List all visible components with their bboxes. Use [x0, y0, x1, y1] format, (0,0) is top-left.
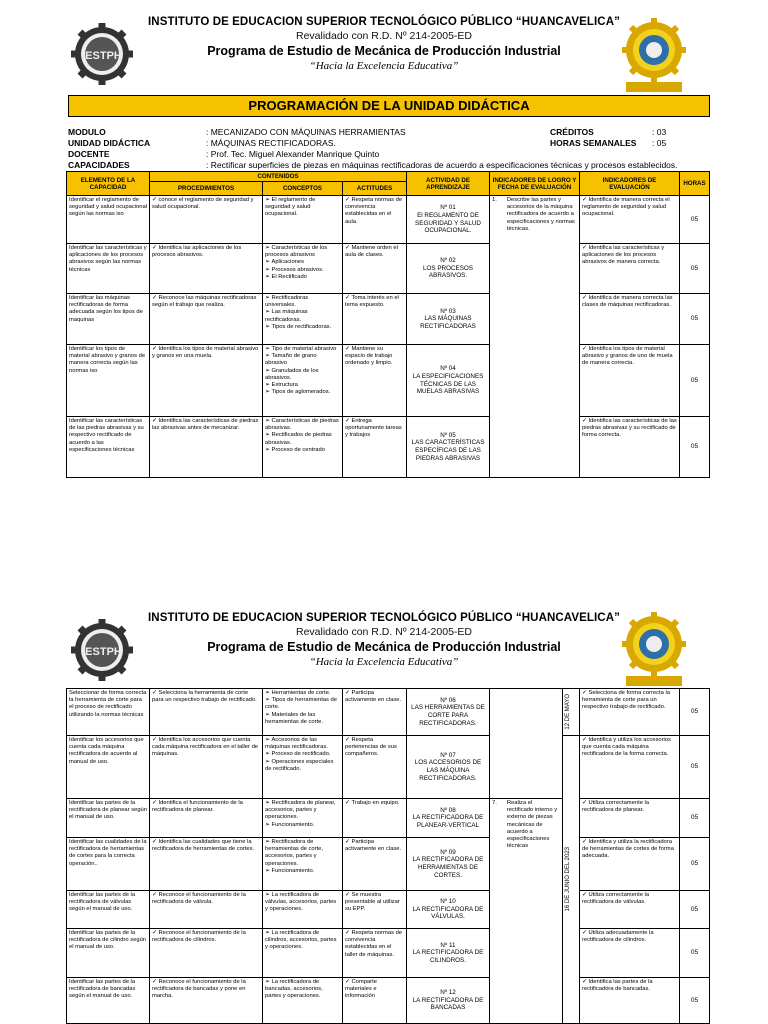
concepto-item: ➢ Funcionamiento. [265, 868, 340, 875]
docente-value: : Prof. Tec. Miguel Alexander Manrique Quinto [206, 149, 380, 159]
cell-actitud [343, 891, 407, 929]
actividad-line: LOS PROCESOS ABRASIVOS. [422, 264, 474, 280]
cell-indicador-logro-empty [490, 689, 563, 799]
table-row [67, 417, 710, 478]
logro-wrap [492, 197, 577, 233]
cell-horas: 05 [680, 929, 710, 978]
cell-conceptos [263, 891, 343, 929]
header-procedimientos: PROCEDIMIENTOS [150, 182, 263, 196]
evaluacion-text: ✓ Utiliza correctamente la rectificadora de válvulas. [582, 892, 649, 905]
institute-name: INSTITUTO DE EDUCACION SUPERIOR TECNOLÓGICO PÚBLICO “HUANCAVELICA” [148, 16, 620, 28]
svg-text:IESTPH: IESTPH [82, 646, 122, 658]
cell-actitud [343, 689, 407, 736]
actividad-line: LA RECTIFICADORA DE VÁLVULAS. [412, 905, 484, 921]
cell-actividad [407, 929, 490, 978]
cell-conceptos [263, 294, 343, 345]
actividad-line: El REGLAMENTO DE SEGURIDAD Y SALUD OCUPACIONAL. [415, 211, 481, 235]
table-row [67, 891, 710, 929]
concepto-item: ➢ Rectificadoras universales. [265, 295, 340, 309]
cell-actividad [407, 736, 490, 799]
procedimiento-text: ✓ Identifica las características de piedras las abrasivas antes de mecanizar. [152, 418, 258, 431]
actitud-text: ✓ Respeta pertenencias de sus compañeros. [345, 737, 397, 757]
cell-actividad [407, 799, 490, 838]
cell-actividad [407, 345, 490, 417]
actitud-text: ✓ Comparte materiales e información [345, 979, 377, 999]
actitud-text: ✓ Mantiene orden el aula de clases. [345, 245, 398, 258]
cell-evaluacion [580, 294, 680, 345]
evaluacion-text: ✓ Identifica de manera correcta el reglamento de seguridad y salud ocupacional. [582, 197, 670, 217]
cell-actividad [407, 891, 490, 929]
table-row [67, 196, 710, 244]
cell-actividad [407, 838, 490, 891]
program-gear-logo-p2 [618, 612, 690, 690]
cell-procedimiento [150, 929, 263, 978]
cell-actividad [407, 978, 490, 1024]
actividad-line: Nº 05 [440, 431, 456, 439]
document-title: PROGRAMACIÓN DE LA UNIDAD DIDÁCTICA [68, 95, 710, 117]
logro-number: 7. [492, 800, 497, 806]
unidad-label: UNIDAD DIDÁCTICA [68, 138, 151, 148]
date-2-text: 16 DE JUNIO DEL 2023 [565, 847, 571, 912]
concepto-item: ➢ Las máquinas rectificadoras. [265, 309, 340, 323]
cell-horas: 05 [680, 244, 710, 294]
concepto-item: ➢ Rectificados de piedras abrasivas. [265, 432, 340, 446]
cell-date-2 [563, 736, 580, 1024]
header-contenidos: CONTENIDOS [150, 172, 407, 182]
cell-evaluacion [580, 196, 680, 244]
evaluacion-text: ✓ Identifica los tipos de material abrasivo y granos de uno de muela de manera correcta. [582, 346, 673, 366]
evaluacion-text: ✓ Identifica las características y aplicaciones de los procesos abrasivos de manera correcta. [582, 245, 664, 265]
actividad-line: Nº 11 [440, 941, 456, 949]
logro-text: Realiza el rectificado interno y externo de piezas mecánicas de acuerdo a especificaciones técnicas [506, 800, 558, 850]
table-row [67, 799, 710, 838]
cell-actividad [407, 689, 490, 736]
cell-horas: 05 [680, 689, 710, 736]
actitud-text: ✓ Toma interés en el tema expuesto. [345, 295, 399, 308]
concepto-item: ➢ Tipos de rectificadoras. [265, 324, 340, 331]
cell-horas: 05 [680, 891, 710, 929]
cell-horas: 05 [680, 799, 710, 838]
actividad-line: Nº 02 [440, 257, 456, 265]
cell-horas: 05 [680, 736, 710, 799]
cell-procedimiento [150, 345, 263, 417]
modulo-label: MODULO [68, 127, 106, 137]
logro-wrap [492, 800, 560, 850]
concepto-item: ➢ Características de piedras abrasivas. [265, 418, 340, 432]
actividad-line: Nº 07 [440, 751, 456, 759]
actividad-line: LA RECTIFICADORA DE PLANEAR-VERTICAL [412, 814, 484, 829]
concepto-item: ➢ El reglamento de seguridad y salud ocupacional. [265, 197, 340, 219]
concepto-item: ➢ La rectificadora de bancadas, accesorios, partes y operaciones. [265, 979, 340, 1001]
header-horas: HORAS [680, 172, 710, 196]
meta-right-labels [550, 127, 636, 149]
cell-elemento: Identificar los tipos de material abrasivo y granos de manera correcta según las normas iso [67, 345, 150, 417]
cell-actitud [343, 838, 407, 891]
concepto-item: ➢ Aplicaciones [265, 259, 340, 266]
evaluacion-text: ✓ Identifica y utiliza la rectificadora de herramientas de cortes de forma adecuada. [582, 839, 674, 859]
cell-actitud [343, 417, 407, 478]
actividad-line: Nº 08 [440, 806, 456, 814]
cell-indicador-logro [490, 196, 580, 478]
cell-conceptos [263, 244, 343, 294]
evaluacion-text: ✓ Identifica las características de las piedras abrasivas y su rectificado de forma correcta. [582, 418, 677, 438]
cell-procedimiento [150, 294, 263, 345]
cell-evaluacion [580, 929, 680, 978]
table-row [67, 244, 710, 294]
actitud-text: ✓ Mantiene su espacio de trabajo ordenado y limpio. [345, 346, 392, 366]
cell-horas: 05 [680, 196, 710, 244]
institute-gear-logo-p2 [70, 618, 134, 682]
date-1-text: 12 DE MAYO [565, 694, 571, 730]
capacidades-label: CAPACIDADES [68, 160, 130, 170]
evaluacion-text: ✓ Identifica las partes de la rectificadora de bancadas. [582, 979, 653, 992]
program-name: Programa de Estudio de Mecánica de Producción Industrial [207, 44, 561, 58]
cell-actitud [343, 244, 407, 294]
cell-procedimiento [150, 196, 263, 244]
cell-procedimiento [150, 978, 263, 1024]
cell-elemento: Identificar las características y aplicaciones de los procesos abrasivos según las normas técnicas [67, 244, 150, 294]
revalidation-text: Revalidado con R.D. Nº 214-2005-ED [295, 30, 472, 42]
modulo-value: : MECANIZADO CON MÁQUINAS HERRAMIENTAS [206, 127, 406, 137]
cell-actitud [343, 345, 407, 417]
concepto-item: ➢ Procesos abrasivos. [265, 267, 340, 274]
unidad-value: : MÁQUINAS RECTIFICADORAS. [206, 138, 336, 148]
procedimiento-text: ✓ Identifica las cualidades que tiene la rectificadora de herramientas de cortes. [152, 839, 254, 852]
concepto-item: ➢ Estructura [265, 382, 340, 389]
header-actitudes: ACTITUDES [343, 182, 407, 196]
cell-horas: 05 [680, 838, 710, 891]
actitud-text: ✓ Respeta normas de convivencia establecidas en el taller de máquinas. [345, 930, 402, 958]
meta-right-values [652, 127, 666, 149]
actividad-line: LAS HERRAMIENTAS DE CORTE PARA RECTIFICADORAS. [411, 704, 485, 727]
evaluacion-text: ✓ Utiliza adecuadamente la rectificadora de cilindros. [582, 930, 654, 943]
institute-name-p2: INSTITUTO DE EDUCACION SUPERIOR TECNOLÓGICO PÚBLICO “HUANCAVELICA” [148, 612, 620, 624]
procedimiento-text: ✓ Identifica el funcionamiento de la rectificadora de planear. [152, 800, 243, 813]
cell-elemento: Identificar las partes de la rectificadora de cilindro según el manual de uso. [67, 929, 150, 978]
table-row [67, 978, 710, 1024]
cell-procedimiento [150, 799, 263, 838]
concepto-item: ➢ Proceso de centrado [265, 447, 340, 454]
procedimiento-text: ✓ Reconoce las máquinas rectificadoras según el trabajo que realiza. [152, 295, 256, 308]
cell-elemento: Identificar las partes de la rectificadora de bancadas según el manual de uso. [67, 978, 150, 1024]
cell-procedimiento [150, 244, 263, 294]
creditos-value: : 03 [652, 127, 667, 137]
procedimiento-text: ✓ Identifica los tipos de material abrasivo y granos en una muela. [152, 346, 258, 359]
cell-horas: 05 [680, 417, 710, 478]
header-elemento: ELEMENTO DE LA CAPACIDAD [67, 172, 150, 196]
programming-table-2 [66, 688, 710, 1024]
actividad-line: Nº 06 [440, 696, 456, 704]
actividad-line: LA ESPECIFICACIONES TÉCNICAS DE LAS MUELAS ABRASIVAS [412, 372, 484, 396]
concepto-item: ➢ La rectificadora de válvulas, accesorios, partes y operaciones. [265, 892, 340, 914]
evaluacion-text: ✓ Identifica y utiliza los accesorios que cuenta cada máquina rectificadora de la forma correcta. [582, 737, 671, 757]
actividad-line: LA RECTIFICADORA DE HERRAMIENTAS DE CORTES. [412, 856, 484, 879]
cell-horas: 05 [680, 978, 710, 1024]
cell-elemento: Identificar los accesorios que cuenta cada máquina rectificadora de acuerdo al manual de uso. [67, 736, 150, 799]
concepto-item: ➢ Granulados de los abrasivos. [265, 368, 340, 382]
cell-evaluacion [580, 838, 680, 891]
actividad-line: LAS MÁQUINAS RECTIFICADORAS [420, 315, 476, 330]
cell-elemento: Identificar las partes de la rectificadora de válvulas según el manual de uso. [67, 891, 150, 929]
horas-value: : 05 [652, 138, 667, 148]
motto: “Hacia la Excelencia Educativa” [309, 60, 459, 72]
program-gear-logo [618, 18, 690, 96]
actitud-text: ✓ Se muestra presentable al utilizar su EPP. [345, 892, 400, 912]
concepto-item: ➢ Herramientas de corte. [265, 690, 340, 697]
table-row [67, 345, 710, 417]
cell-actitud [343, 294, 407, 345]
cell-conceptos [263, 929, 343, 978]
actitud-text: ✓ Respeta normas de convivencia establecidas en el aula. [345, 197, 402, 225]
procedimiento-text: ✓ Reconoce el funcionamiento de la rectificadora de bancadas y pone en marcha. [152, 979, 246, 999]
cell-evaluacion [580, 417, 680, 478]
concepto-item: ➢ Proceso de rectificado. [265, 751, 340, 758]
cell-conceptos [263, 799, 343, 838]
concepto-item: ➢ Tipo de material abrasivo [265, 346, 340, 353]
actitud-text: ✓ Participa activamente en clase. [345, 690, 401, 703]
table-row [67, 838, 710, 891]
header-indicadores-logro: INDICADORES DE LOGRO Y FECHA DE EVALUACIÓN [490, 172, 580, 196]
cell-actividad [407, 417, 490, 478]
header-actividad: ACTIVIDAD DE APRENDIZAJE [407, 172, 490, 196]
cell-evaluacion [580, 891, 680, 929]
programming-table-1 [66, 171, 710, 478]
cell-procedimiento [150, 689, 263, 736]
concepto-item: ➢ Tipos de aglomerados. [265, 389, 340, 396]
concepto-item: ➢ Tamaño de grano abrasivo [265, 353, 340, 367]
actividad-line: Nº 04 [440, 365, 456, 373]
procedimiento-text: ✓ Reconoce el funcionamiento de la rectificadora de válvula. [152, 892, 246, 905]
cell-conceptos [263, 838, 343, 891]
cell-procedimiento [150, 838, 263, 891]
actividad-line: LA RECTIFICADORA DE CILINDROS. [412, 949, 484, 964]
concepto-item: ➢ Rectificadora de planear, accesorios, partes y operaciones. [265, 800, 340, 822]
evaluacion-text: ✓ Utiliza correctamente la rectificadora de planear. [582, 800, 649, 813]
cell-conceptos [263, 196, 343, 244]
cell-actividad [407, 294, 490, 345]
concepto-item: ➢ Características de los procesos abrasivos [265, 245, 340, 259]
cell-actitud [343, 929, 407, 978]
cell-conceptos [263, 417, 343, 478]
cell-elemento: Identificar el reglamento de seguridad y salud ocupacional según las normas iso [67, 196, 150, 244]
evaluacion-text: ✓ Identifica de manera correcta las clases de máquinas rectificadoras. [582, 295, 673, 308]
cell-conceptos [263, 736, 343, 799]
cell-procedimiento [150, 736, 263, 799]
cell-actitud [343, 736, 407, 799]
table-row [67, 689, 710, 736]
concepto-item: ➢ Accesorios de las máquinas rectificadoras. [265, 737, 340, 751]
logro-number: 1. [492, 197, 497, 203]
cell-evaluacion [580, 799, 680, 838]
cell-evaluacion [580, 244, 680, 294]
actitud-text: ✓ Participa activamente en clase. [345, 839, 401, 852]
cell-actitud [343, 978, 407, 1024]
cell-actitud [343, 799, 407, 838]
cell-elemento: Identificar las partes de la rectificadora de planear según el manual de uso. [67, 799, 150, 838]
cell-procedimiento [150, 891, 263, 929]
header-indicadores-evaluacion: INDICADORES DE EVALUACIÓN [580, 172, 680, 196]
cell-conceptos [263, 345, 343, 417]
cell-elemento: Identificar las máquinas rectificadoras de forma adecuada según los tipos de maquinas [67, 294, 150, 345]
horas-label: HORAS SEMANALES [550, 138, 637, 148]
concepto-item: ➢ Tipos de herramientas de corte. [265, 697, 340, 711]
actividad-line: LAS CARACTERÍSTICAS ESPECÍFICAS DE LAS PIEDRAS ABRASIVAS [411, 439, 485, 462]
creditos-label: CRÉDITOS [550, 127, 594, 137]
cell-horas: 05 [680, 345, 710, 417]
header-conceptos: CONCEPTOS [263, 182, 343, 196]
cell-procedimiento [150, 417, 263, 478]
program-name-p2: Programa de Estudio de Mecánica de Producción Industrial [207, 640, 561, 654]
cell-evaluacion [580, 345, 680, 417]
actividad-line: Nº 12 [440, 989, 456, 997]
cell-indicador-logro [490, 799, 563, 1024]
procedimiento-text: ✓ Identifica las aplicaciones de los procesos abrasivos. [152, 245, 241, 258]
institute-gear-logo [70, 22, 134, 86]
procedimiento-text: ✓ Reconoce el funcionamiento de la rectificadora de cilindros. [152, 930, 246, 943]
table-row [67, 929, 710, 978]
actividad-line: Nº 09 [440, 848, 456, 856]
cell-date-1 [563, 689, 580, 736]
cell-evaluacion [580, 689, 680, 736]
cell-horas: 05 [680, 294, 710, 345]
actividad-line: Nº 10 [440, 898, 456, 906]
concepto-item: ➢ Funcionamiento. [265, 822, 340, 829]
cell-actividad [407, 244, 490, 294]
cell-elemento: Identificar las cualidades de la rectificadora de herramientas de cortes para la correcta operación.. [67, 838, 150, 891]
cell-actitud [343, 196, 407, 244]
concepto-item: ➢ Rectificadora de herramientas de corte, accesorios, partes y operaciones. [265, 839, 340, 868]
motto-p2: “Hacia la Excelencia Educativa” [309, 656, 459, 668]
cell-actividad [407, 196, 490, 244]
evaluacion-text: ✓ Selecciona de forma correcta la herramienta de corte para un respectivo trabajo de rectificado. [582, 690, 670, 710]
procedimiento-text: ✓ Selecciona la herramienta de corte para un respectivo trabajo de rectificado. [152, 690, 257, 703]
actividad-line: LOS ACCESORIOS DE LAS MÁQUINA RECTIFICADORAS. [414, 759, 482, 782]
capacidades-value: : Rectificar superficies de piezas en máquinas rectificadoras de acuerdo a especificaciones técnicas y procesos establecidos. [206, 160, 678, 170]
table-row [67, 294, 710, 345]
cell-conceptos [263, 689, 343, 736]
cell-elemento: Identificar las características de las piedras abrasivas y su respectivo rectificado de acuerdo a las especificaciones técnicas [67, 417, 150, 478]
cell-conceptos [263, 978, 343, 1024]
meta-labels [68, 127, 150, 171]
actividad-line: Nº 01 [440, 204, 456, 212]
cell-elemento: Seleccionar de forma correcta la herramienta de corte para el proceso de rectificado utilizando la normas técnicas [67, 689, 150, 736]
actividad-line: LA RECTIFICADORA DE BANCADAS [412, 996, 484, 1012]
svg-text:IESTPH: IESTPH [82, 50, 122, 62]
revalidation-text-p2: Revalidado con R.D. Nº 214-2005-ED [295, 626, 472, 638]
procedimiento-text: ✓ Identifica los accesorios que cuenta cada máquina rectificadora en el taller de máquinas. [152, 737, 258, 757]
logro-text: Describe las partes y accesorios de la máquina rectificadora de acuerdo a especificaciones y normas técnicas. [506, 197, 575, 232]
cell-evaluacion [580, 978, 680, 1024]
concepto-item: ➢ Operaciones especiales de rectificado. [265, 759, 340, 773]
cell-evaluacion [580, 736, 680, 799]
actitud-text: ✓ Entrega oportunamente tareas y trabajos [345, 418, 402, 438]
concepto-item: ➢ El Rectificado [265, 274, 340, 281]
procedimiento-text: ✓ conoce el reglamento de seguridad y salud ocupacional. [152, 197, 254, 210]
actividad-line: Nº 03 [440, 307, 456, 315]
actitud-text: ✓ Trabajo en equipo. [345, 800, 400, 806]
concepto-item: ➢ La rectificadora de cilindros, accesorios, partes y operaciones. [265, 930, 340, 952]
concepto-item: ➢ Materiales de las herramientas de corte. [265, 712, 340, 726]
table-row [67, 736, 710, 799]
docente-label: DOCENTE [68, 149, 110, 159]
